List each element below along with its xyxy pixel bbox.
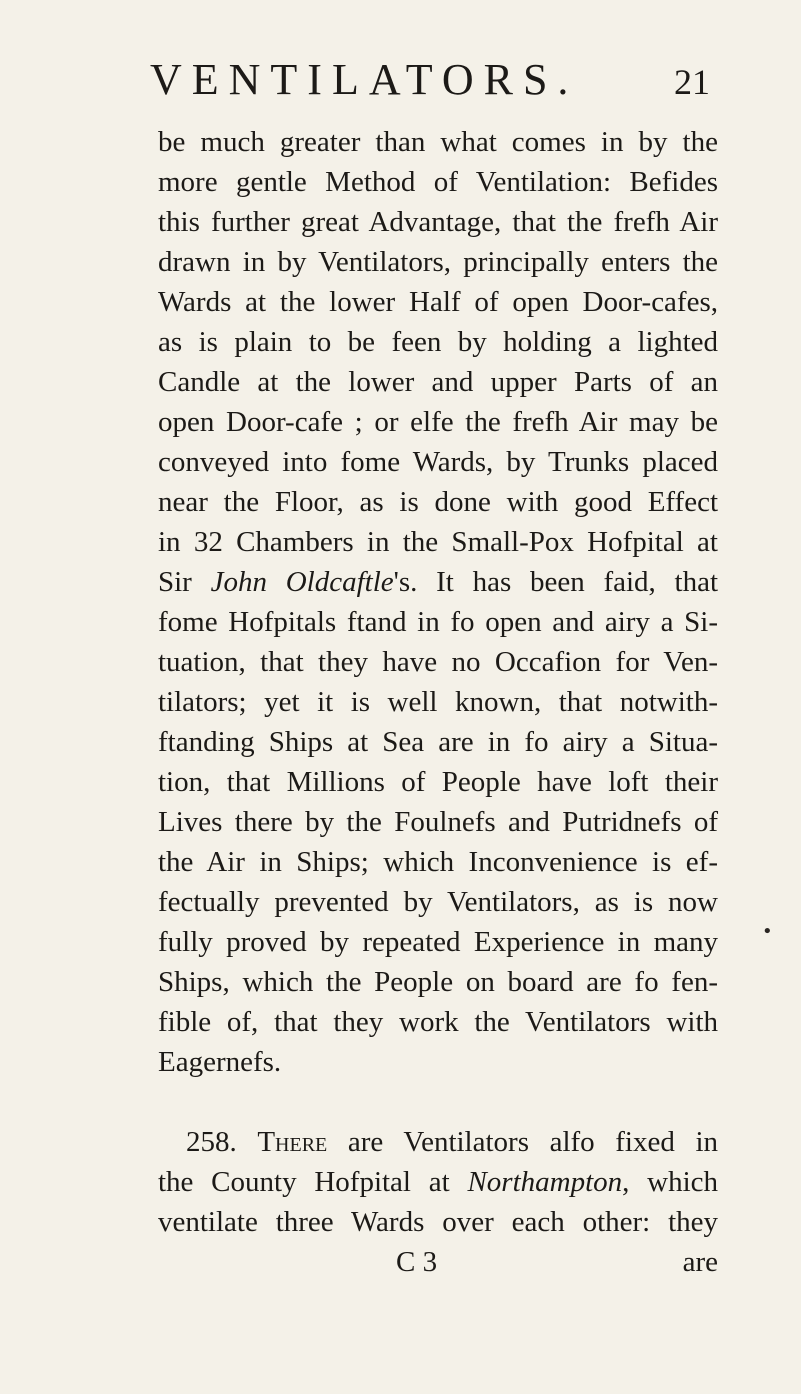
text-line: fible of, that they work the Ventilators with <box>158 1006 718 1038</box>
text-fragment: are Ventilators alfo fixed in <box>327 1126 718 1158</box>
text-line: tuation, that they have no Occafion for Ven- <box>158 646 718 678</box>
text-line: Ships, which the People on board are fo fen- <box>158 966 718 998</box>
text-line: drawn in by Ventilators, principally enters the <box>158 246 718 278</box>
margin-mark: • <box>762 921 773 942</box>
text-line: near the Floor, as is done with good Effect <box>158 486 718 518</box>
text-fragment: Sir <box>158 566 211 598</box>
text-line <box>158 562 718 602</box>
body-text <box>158 122 718 1282</box>
text-line: this further great Advantage, that the frefh Air <box>158 206 718 238</box>
text-line: tilators; yet it is well known, that notwith- <box>158 686 718 718</box>
paragraph <box>158 122 718 1082</box>
text-line: in 32 Chambers in the Small-Pox Hofpital at <box>158 526 718 558</box>
paragraph-gap <box>158 1082 718 1122</box>
paragraph <box>158 1122 718 1242</box>
text-line: fully proved by repeated Experience in many <box>158 926 718 958</box>
text-fragment: the County Hofpital at <box>158 1166 468 1198</box>
text-line: Wards at the lower Half of open Door-cafes, <box>158 286 718 318</box>
page-number: 21 <box>674 62 710 102</box>
catchword: are <box>682 1246 718 1278</box>
running-title: VENTILATORS. <box>150 55 579 104</box>
signature-mark: C 3 <box>396 1246 438 1278</box>
text-fragment: 's. It has been faid, that <box>393 566 719 598</box>
page-footer <box>158 1242 718 1282</box>
text-line: conveyed into fome Wards, by Trunks placed <box>158 446 718 478</box>
italic-place: Northampton <box>467 1166 623 1198</box>
text-line: be much greater than what comes in by the <box>158 126 718 158</box>
text-line: as is plain to be feen by holding a lighted <box>158 326 718 358</box>
text-line: tion, that Millions of People have loft their <box>158 766 718 798</box>
text-line: more gentle Method of Ventilation: Befides <box>158 166 718 198</box>
text-line: ventilate three Wards over each other: they <box>158 1206 718 1238</box>
text-line: Candle at the lower and upper Parts of an <box>158 366 718 398</box>
italic-name: John Oldcaftle <box>210 566 394 598</box>
text-line: ftanding Ships at Sea are in fo airy a Situa- <box>158 726 718 758</box>
lead-word: There <box>257 1126 328 1158</box>
text-line: Eagernefs. <box>158 1046 282 1078</box>
running-head <box>150 52 710 108</box>
text-line <box>158 1162 718 1202</box>
text-fragment: , which <box>622 1166 719 1198</box>
text-line: Lives there by the Foulnefs and Putridnefs of <box>158 806 718 838</box>
text-line <box>158 1122 718 1162</box>
text-line: fectually prevented by Ventilators, as is now <box>158 886 718 918</box>
text-line: fome Hofpitals ftand in fo open and airy a Si- <box>158 606 718 638</box>
text-line: the Air in Ships; which Inconvenience is ef- <box>158 846 718 878</box>
text-line: open Door-cafe ; or elfe the frefh Air may be <box>158 406 718 438</box>
section-number: 258. <box>186 1126 237 1158</box>
